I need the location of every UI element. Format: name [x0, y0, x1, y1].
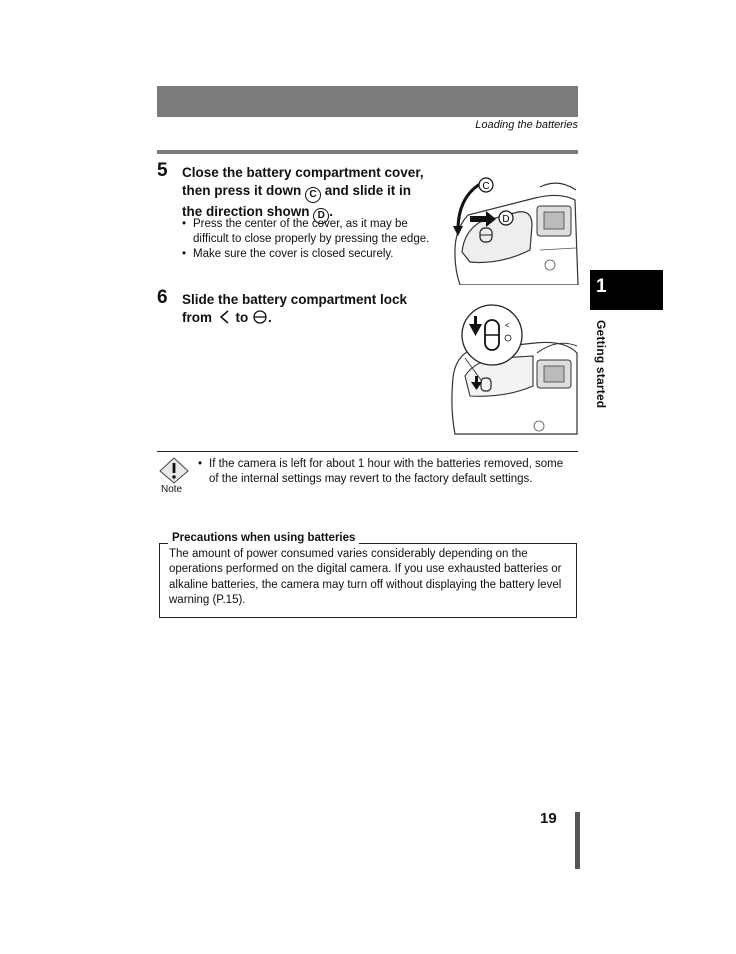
battery-lock-illustration	[445, 298, 580, 436]
step-number: 5	[157, 160, 168, 181]
note-text	[198, 457, 570, 487]
chapter-label: Getting started	[594, 320, 608, 409]
page-number-bar	[575, 812, 580, 869]
step-5-text: .	[329, 203, 334, 219]
page-number: 19	[540, 810, 557, 827]
step-5-text: Close the battery compartment cover, then press it down	[182, 165, 424, 198]
header-bar	[157, 86, 578, 117]
bullet-item: • Make sure the cover is closed securely.	[182, 247, 434, 262]
section-rule	[157, 150, 578, 154]
precautions-title: Precautions when using batteries	[168, 532, 359, 544]
step-6-text: Slide the battery compartment lock from	[182, 292, 408, 325]
lock-icon	[252, 309, 268, 325]
step-5-text: and slide it in the direction shown	[182, 182, 412, 219]
figure-label-c: C	[482, 181, 490, 192]
section-title: Loading the batteries	[475, 119, 578, 131]
bullet-item: • Press the center of the cover, as it may be difficult to close properly by pressing the edge.	[182, 217, 434, 247]
svg-text:<: <	[505, 321, 510, 330]
step-5-instruction	[182, 164, 434, 224]
note-label: Note	[161, 484, 183, 495]
step-5-bullets	[182, 217, 434, 262]
bullet-item: • If the camera is left for about 1 hour with the batteries removed, some of the internal settings may revert to the factory default settings.	[198, 457, 570, 487]
chapter-number: 1	[596, 276, 607, 297]
unlock-icon	[216, 309, 232, 325]
step-number: 6	[157, 287, 168, 308]
circled-d-marker: D	[313, 208, 329, 224]
note-rule	[157, 451, 578, 452]
figure-label-d: D	[502, 214, 510, 225]
circled-c-marker: C	[305, 187, 321, 203]
step-6-text: .	[268, 309, 272, 325]
precautions-body: The amount of power consumed varies considerably depending on the operations performed on the digital camera. If you use exhausted batteries or alkaline batteries, the camera may turn off without displaying the battery level warning (P.15).	[169, 548, 562, 606]
warning-icon	[158, 456, 190, 484]
step-6-text: to	[231, 309, 252, 325]
battery-cover-illustration	[440, 170, 580, 285]
step-6-instruction	[182, 291, 434, 326]
